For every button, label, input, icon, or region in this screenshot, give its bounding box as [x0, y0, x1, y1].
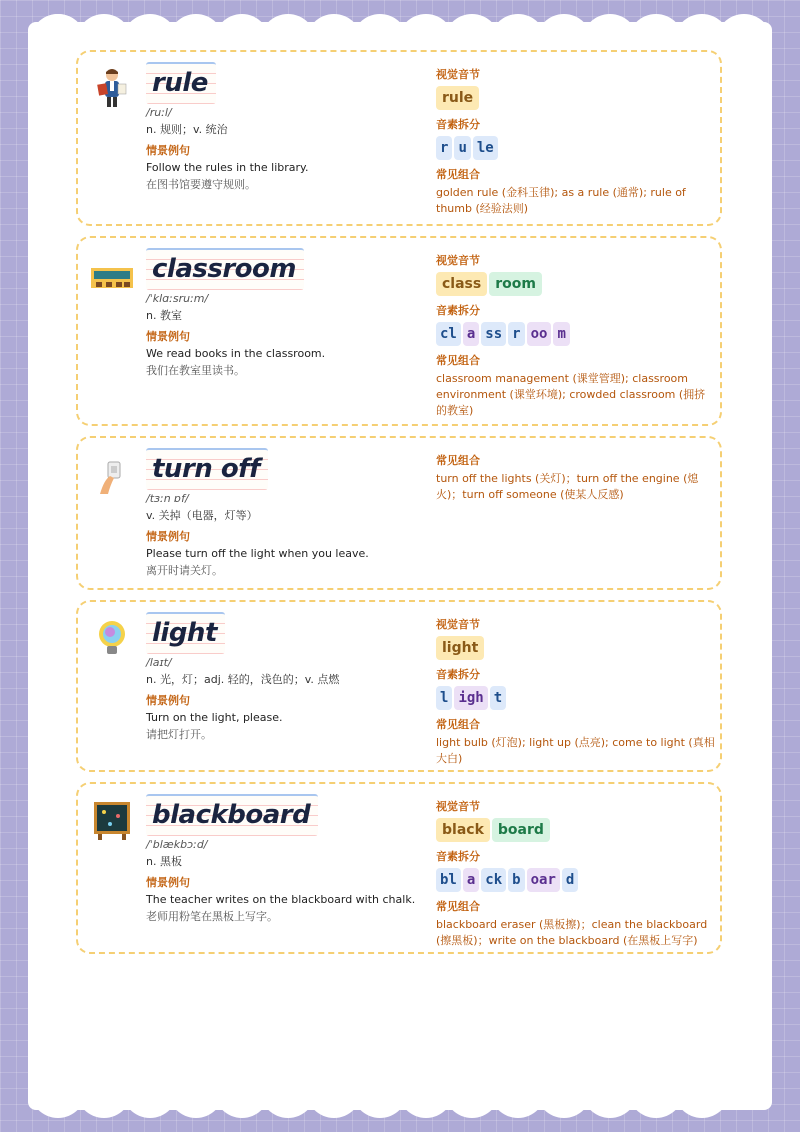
phonetic: /tɜːn ɒf/	[146, 492, 189, 505]
combo-text: blackboard eraser (黑板擦)；clean the blackboard (擦黑板)；write on the blackboard (在黑板上写字)	[436, 918, 708, 947]
phoneme-chip: b	[508, 868, 524, 892]
example-label: 情景例句	[146, 530, 190, 543]
phonetic: /ˈklɑːsruːm/	[146, 292, 209, 305]
example-label: 情景例句	[146, 330, 190, 343]
example-english: Follow the rules in the library.	[146, 161, 309, 174]
word-card-light	[76, 600, 722, 772]
example-english: The teacher writes on the blackboard with chalk.	[146, 893, 416, 906]
phoneme-list	[436, 686, 716, 710]
light-switch-icon	[90, 458, 134, 502]
combo-label: 常见组合	[436, 168, 480, 181]
example-chinese: 老师用粉笔在黑板上写字。	[146, 910, 278, 923]
phoneme-label: 音素拆分	[436, 668, 480, 681]
combo-text: golden rule (金科玉律); as a rule (通常); rule of thumb (经验法则)	[436, 186, 686, 215]
phoneme-list	[436, 322, 716, 346]
syllable-chip: board	[492, 818, 550, 842]
example-chinese: 离开时请关灯。	[146, 564, 223, 577]
person-reading-icon	[90, 66, 134, 110]
phoneme-label: 音素拆分	[436, 850, 480, 863]
part-of-speech: n. 规则；v. 统治	[146, 123, 228, 136]
syllable-list	[436, 636, 716, 660]
scallop-dot	[674, 1062, 730, 1118]
phoneme-chip: l	[436, 686, 452, 710]
example-label: 情景例句	[146, 144, 190, 157]
combo-text: light bulb (灯泡); light up (点亮); come to light (真相大白)	[436, 736, 715, 765]
scallop-dot	[716, 1022, 772, 1078]
phoneme-chip: r	[508, 322, 524, 346]
phoneme-label: 音素拆分	[436, 304, 480, 317]
word-title: classroom	[146, 248, 304, 290]
part-of-speech: n. 光，灯；adj. 轻的，浅色的；v. 点燃	[146, 673, 340, 686]
blackboard-icon	[90, 798, 134, 842]
classroom-icon	[90, 258, 134, 302]
light-bulb-icon	[90, 616, 134, 660]
part-of-speech: n. 黑板	[146, 855, 182, 868]
word-title: rule	[146, 62, 216, 104]
syllable-chip: light	[436, 636, 484, 660]
syllable-label: 视觉音节	[436, 68, 480, 81]
part-of-speech: v. 关掉（电器，灯等）	[146, 509, 258, 522]
example-chinese: 请把灯打开。	[146, 728, 212, 741]
phoneme-chip: cl	[436, 322, 461, 346]
word-card-blackboard	[76, 782, 722, 954]
syllable-chip: class	[436, 272, 487, 296]
word-title: blackboard	[146, 794, 318, 836]
phoneme-chip: oo	[527, 322, 552, 346]
example-chinese: 在图书馆要遵守规则。	[146, 178, 256, 191]
phoneme-chip: le	[473, 136, 498, 160]
syllable-chip: rule	[436, 86, 479, 110]
combo-label: 常见组合	[436, 718, 480, 731]
phonetic: /ruːl/	[146, 106, 172, 119]
scallop-dot	[30, 1022, 86, 1078]
combo-label: 常见组合	[436, 354, 480, 367]
phoneme-chip: oar	[527, 868, 560, 892]
phoneme-label: 音素拆分	[436, 118, 480, 131]
phoneme-chip: m	[553, 322, 569, 346]
syllable-label: 视觉音节	[436, 254, 480, 267]
phoneme-chip: igh	[454, 686, 487, 710]
phoneme-list	[436, 136, 716, 160]
phoneme-chip: t	[490, 686, 506, 710]
combo-text: classroom management (课堂管理); classroom environment (课堂环境); crowded classroom (拥挤的教室)	[436, 372, 706, 417]
example-chinese: 我们在教室里读书。	[146, 364, 245, 377]
syllable-label: 视觉音节	[436, 618, 480, 631]
phonetic: /laɪt/	[146, 656, 172, 669]
phoneme-chip: bl	[436, 868, 461, 892]
example-label: 情景例句	[146, 694, 190, 707]
example-english: We read books in the classroom.	[146, 347, 326, 360]
phoneme-chip: ss	[481, 322, 506, 346]
phoneme-chip: a	[463, 322, 479, 346]
phoneme-chip: d	[562, 868, 578, 892]
word-card-classroom	[76, 236, 722, 426]
word-card-rule	[76, 50, 722, 226]
syllable-chip: room	[489, 272, 542, 296]
phoneme-chip: ck	[481, 868, 506, 892]
combo-text: turn off the lights (关灯)；turn off the engine (熄火)；turn off someone (使某人反感)	[436, 472, 699, 501]
syllable-list	[436, 86, 716, 110]
example-english: Please turn off the light when you leave.	[146, 547, 369, 560]
phoneme-chip: r	[436, 136, 452, 160]
syllable-chip: black	[436, 818, 490, 842]
part-of-speech: n. 教室	[146, 309, 182, 322]
phoneme-chip: a	[463, 868, 479, 892]
syllable-label: 视觉音节	[436, 800, 480, 813]
word-card-turn-off	[76, 436, 722, 590]
combo-label: 常见组合	[436, 900, 480, 913]
combo-label: 常见组合	[436, 454, 480, 467]
phoneme-chip: u	[454, 136, 470, 160]
example-english: Turn on the light, please.	[146, 711, 283, 724]
word-title: light	[146, 612, 225, 654]
phoneme-list	[436, 868, 716, 892]
syllable-list	[436, 818, 716, 842]
syllable-list	[436, 272, 716, 296]
phonetic: /ˈblækbɔːd/	[146, 838, 208, 851]
word-title: turn off	[146, 448, 268, 490]
example-label: 情景例句	[146, 876, 190, 889]
